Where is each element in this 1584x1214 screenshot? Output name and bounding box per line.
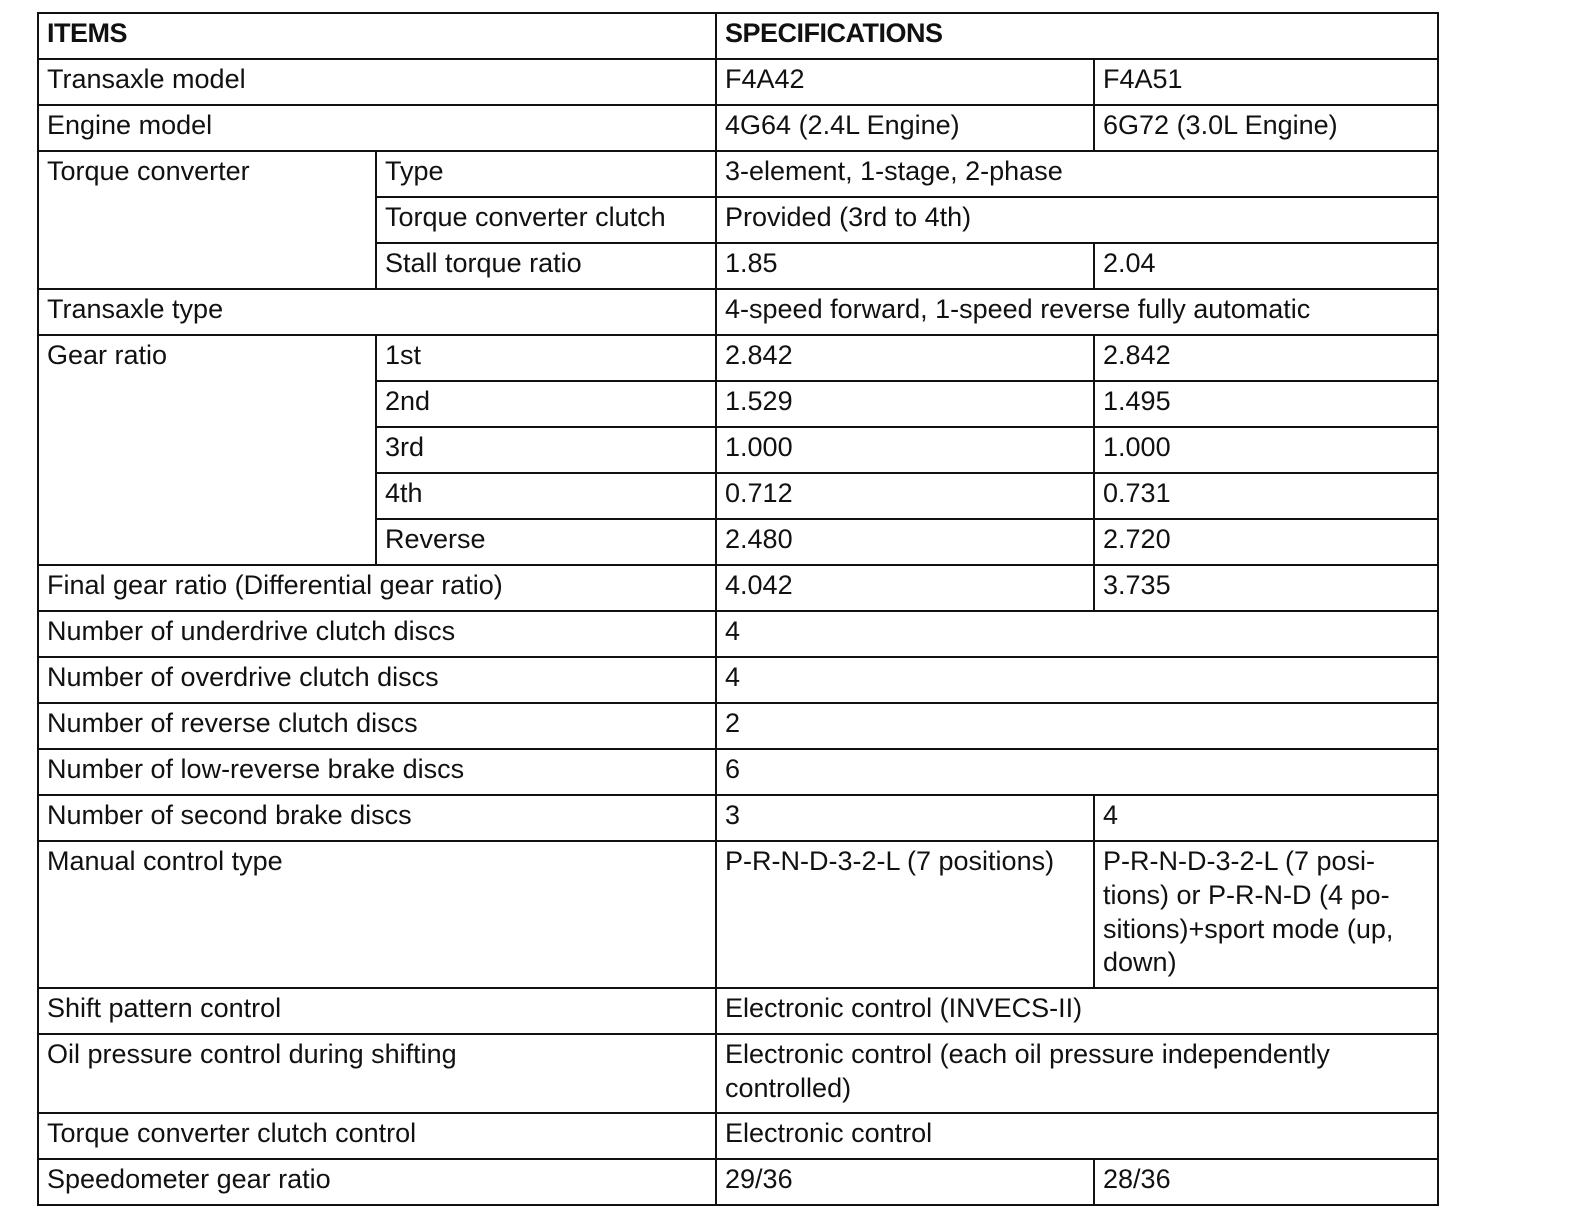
value-f4a51: 6G72 (3.0L Engine) [1094,105,1438,151]
value-shared: Electronic control (INVECS-II) [716,988,1438,1034]
row-label: Number of second brake discs [38,795,716,841]
row-label: Transaxle model [38,59,716,105]
sub-label: Reverse [376,519,716,565]
table-row [38,1159,1438,1205]
value-f4a42: 0.712 [716,473,1094,519]
header-specifications: SPECIFICATIONS [716,13,1438,59]
value-f4a51: 4 [1094,795,1438,841]
table-row [38,105,1438,151]
table-row [38,988,1438,1034]
value-f4a42: 4.042 [716,565,1094,611]
sub-label: 4th [376,473,716,519]
table-row [38,289,1438,335]
table-row [38,59,1438,105]
table-row [38,1113,1438,1159]
value-f4a51: 0.731 [1094,473,1438,519]
value-shared: 4 [716,657,1438,703]
row-label: Shift pattern control [38,988,716,1034]
value-f4a42: 1.529 [716,381,1094,427]
sub-label: Stall torque ratio [376,243,716,289]
row-label: Speedometer gear ratio [38,1159,716,1205]
value-f4a42: 4G64 (2.4L Engine) [716,105,1094,151]
value-f4a42: 1.000 [716,427,1094,473]
value-f4a51: 1.495 [1094,381,1438,427]
row-label: Final gear ratio (Differential gear ratio) [38,565,716,611]
sub-label: 3rd [376,427,716,473]
header-items: ITEMS [38,13,716,59]
table-row [38,335,1438,381]
row-label: Number of low-reverse brake discs [38,749,716,795]
sub-label: Type [376,151,716,197]
value-f4a51: 3.735 [1094,565,1438,611]
value-f4a51: 2.842 [1094,335,1438,381]
sub-label: Torque converter clutch [376,197,716,243]
row-label: Manual control type [38,841,716,988]
value-f4a51: 1.000 [1094,427,1438,473]
value-shared: 6 [716,749,1438,795]
value-f4a51: P-R-N-D-3-2-L (7 posi-tions) or P-R-N-D (4 po-sitions)+sport mode (up, down) [1094,841,1438,988]
value-shared: 3-element, 1-stage, 2-phase [716,151,1438,197]
value-shared: Electronic control [716,1113,1438,1159]
sub-label: 2nd [376,381,716,427]
table-row [38,611,1438,657]
value-f4a42: 29/36 [716,1159,1094,1205]
value-f4a51: 28/36 [1094,1159,1438,1205]
value-f4a51: 2.720 [1094,519,1438,565]
value-f4a42: 2.842 [716,335,1094,381]
row-label: Number of reverse clutch discs [38,703,716,749]
table-row [38,795,1438,841]
row-label: Torque converter [38,151,376,289]
row-label: Number of underdrive clutch discs [38,611,716,657]
value-shared: 4 [716,611,1438,657]
value-shared: 4-speed forward, 1-speed reverse fully automatic [716,289,1438,335]
value-f4a42: F4A42 [716,59,1094,105]
sub-label: 1st [376,335,716,381]
row-label: Engine model [38,105,716,151]
value-shared: Electronic control (each oil pressure independently controlled) [716,1034,1438,1113]
table-row [38,657,1438,703]
row-label: Gear ratio [38,335,376,565]
table-row [38,703,1438,749]
value-f4a42: 2.480 [716,519,1094,565]
row-label: Oil pressure control during shifting [38,1034,716,1113]
value-shared: Provided (3rd to 4th) [716,197,1438,243]
table-row [38,565,1438,611]
value-f4a42: P-R-N-D-3-2-L (7 positions) [716,841,1094,988]
table-row [38,749,1438,795]
row-label: Transaxle type [38,289,716,335]
value-f4a42: 1.85 [716,243,1094,289]
row-label: Torque converter clutch control [38,1113,716,1159]
table-header-row [38,13,1438,59]
value-shared: 2 [716,703,1438,749]
value-f4a42: 3 [716,795,1094,841]
table-row [38,151,1438,197]
table-row [38,841,1438,988]
row-label: Number of overdrive clutch discs [38,657,716,703]
value-f4a51: 2.04 [1094,243,1438,289]
table-row [38,1034,1438,1113]
value-f4a51: F4A51 [1094,59,1438,105]
specifications-table [37,12,1439,1206]
